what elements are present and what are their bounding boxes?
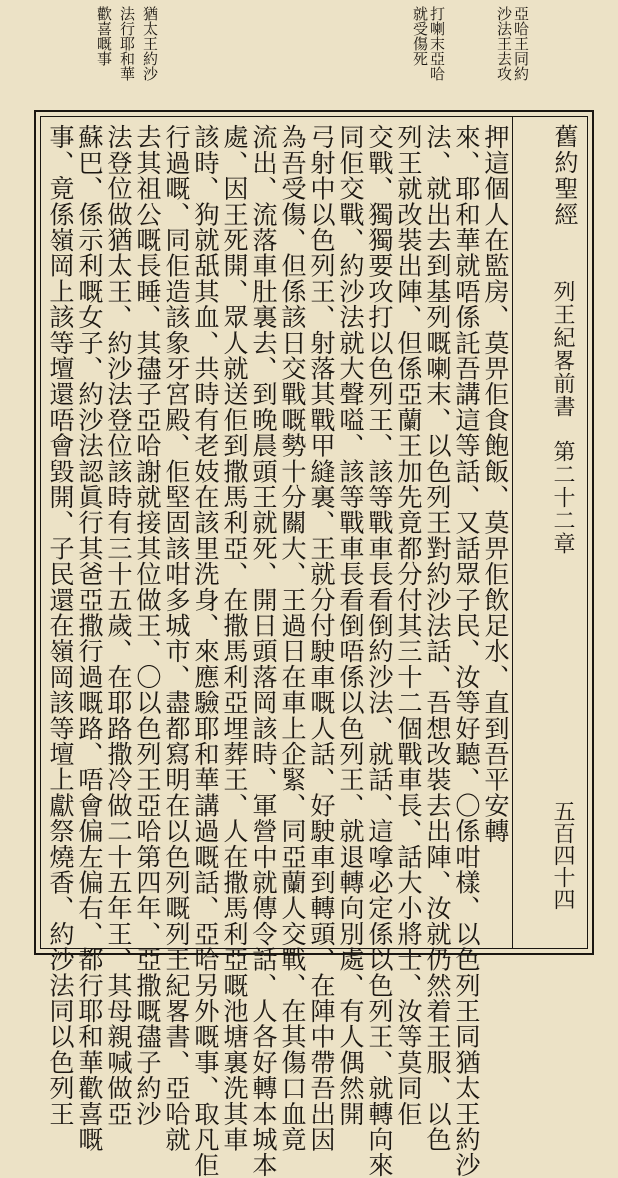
- header-divider: [512, 116, 513, 949]
- text-column: 弓射中以色列王、射落其戰甲縫裏、王就分付駛車嘅人話、好駛車到轉頭、在陣中帶吾出因: [307, 124, 336, 1152]
- text-column: 去其祖公嘅長睡、其孻子亞哈謝就接其位做王、〇以色列王亞哈第四年、亞撒嘅孻子約沙: [133, 124, 162, 1127]
- page-number: 五百四十四: [550, 800, 575, 910]
- side-note: 沙法王去攻: [495, 6, 513, 81]
- text-column: 行過嘅、同佢造該象牙宮殿、佢堅固該咁多城市、盡都寫明在以色列嘅列王紀畧書、亞哈就: [162, 124, 191, 1152]
- text-column: 押這個人在監房、莫畀佢食飽飯、莫畀佢飲足水、直到吾平安轉: [481, 124, 510, 844]
- side-note: 就受傷死: [411, 6, 429, 66]
- side-note: 亞哈王同約: [512, 6, 530, 81]
- text-column: 法、就出去到基列嘅喇末、以色列王對約沙法話、吾想改裝去出陣、汝就仍然着王服、以色: [423, 124, 452, 1152]
- text-column: 同佢交戰、約沙法就大聲嗌、該等戰車長看倒唔係以色列王、就退轉向別處、有人偶然開: [336, 124, 365, 1127]
- text-column: 交戰、獨獨要攻打以色列王、該等戰車長看倒約沙法、就話、這嗱必定係以色列王、就轉向來: [365, 124, 394, 1178]
- text-column: 蘇巴、係示利嘅女子、約沙法認眞行其爸亞撒行過嘅路、唔會偏左偏右、都行耶和華歡喜嘅: [75, 124, 104, 1152]
- book-title: 舊約聖經: [550, 124, 578, 228]
- side-note: 猶太王約沙: [141, 6, 159, 81]
- chapter-label: 第二十二章: [550, 440, 575, 555]
- side-note: 法行耶和華: [118, 6, 136, 81]
- book-name: 列王紀畧前書: [550, 280, 575, 418]
- text-column: 處、因王死開、眾人就送佢到撒馬利亞、在撒馬利亞埋葬王、人在撒馬利亞嘅池塘裏洗其車: [220, 124, 249, 1152]
- side-note: 歡喜嘅事: [95, 6, 113, 66]
- text-column: 該時、狗就舐其血、共時有老妓在該里洗身、來應驗耶和華講過嘅話、亞哈另外嘅事、取凡佢: [191, 124, 220, 1178]
- text-column: 為吾受傷、但係該日交戰嘅勢十分關大、王過日在車上企緊、同亞蘭人交戰、在其傷口血竟: [278, 124, 307, 1152]
- text-column: 法登位做猶太王、約沙法登位該時有三十五歲、在耶路撒冷做二十五年王、其母親喊做亞: [104, 124, 133, 1127]
- text-column: 流出、流落車肚裏去、到晚晨頭王就死、開日頭落岡該時、軍營中就傳令話、人各好轉本城本: [249, 124, 278, 1178]
- side-note: 打喇末亞哈: [428, 6, 446, 81]
- text-column: 事、竟係嶺岡上該等壇還唔會毀開、子民還在嶺岡該等壇上獻祭燒香、約沙法同以色列王: [46, 124, 75, 1127]
- text-column: 列王就改裝出陣、但係亞蘭王加先竟都分付其三十二個戰車長、話大小將士、汝等莫同佢: [394, 124, 423, 1127]
- text-column: 來、耶和華就唔係託吾講這等話、又話眾子民、汝等好聽、〇係咁樣、以色列王同猶太王約沙: [452, 124, 481, 1178]
